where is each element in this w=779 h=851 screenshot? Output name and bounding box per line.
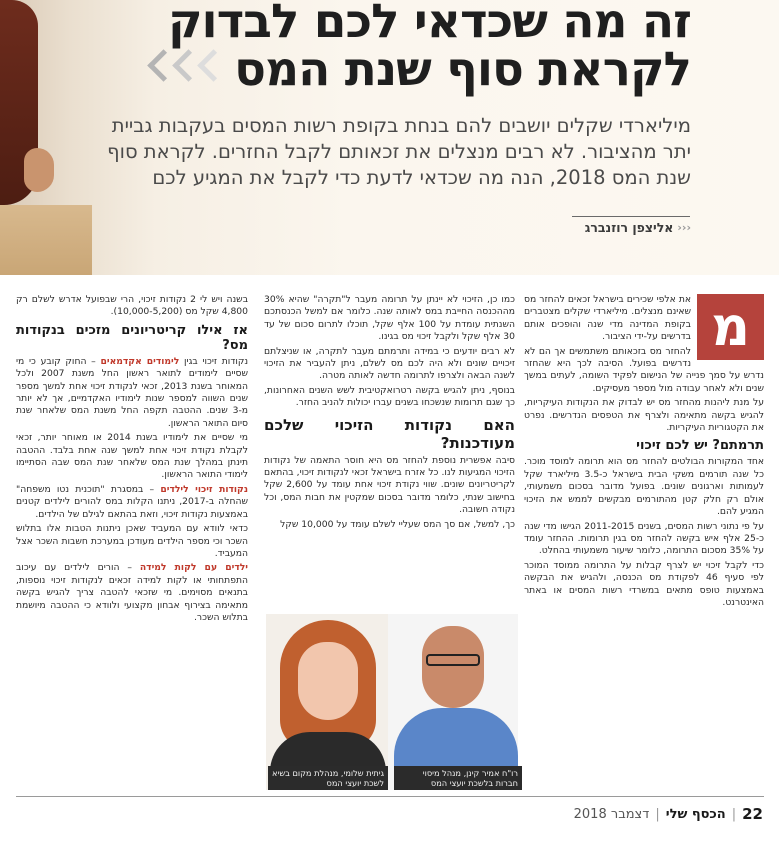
glasses-icon: [426, 654, 480, 666]
keyword: נקודות זיכוי לילדים: [160, 483, 248, 495]
paragraph-body: – החוק קובע כי מי שסיים לימודים לתואר ראשון החל משנת 2007 ולכל המאוחר בשנת 2013, זכאי לנקודת זיכוי אחת למשך מספר שנים השווה למספר שנות לימודיו האקדמיים, אך לא יותר מ-3 שנים. ההטבה תקפה החל משנת המס שלאחר שנת סיום התואר הראשון.: [16, 355, 248, 429]
page-footer: [574, 805, 763, 823]
paragraph: על פי נתוני רשות המסים, בשנים 2011-2015 הגישו מדי שנה כ-25 אלף איש בקשה להחזר מס בגין תרומות. ההחזר עומד על 35% מסכום התרומה, כלומר שיעור משמעותי בהחלט.: [524, 520, 764, 557]
paragraph: כמו כן, הזיכוי לא יינתן על תרומה מעבר ל"תקרה" שהיא 30% מההכנסה החייבת במס לאותה שנה. כלומר אם למשל הכנסתכם השנתית עומדת על 100 אלף שקל, תוכלו לתרום סכום של עד 30 אלף שקל ולקבל זיכוי מס בגינו.: [264, 294, 515, 343]
column-left: [16, 294, 248, 626]
paragraph: [16, 484, 248, 521]
footer-separator: |: [731, 806, 737, 822]
paragraph: אחד המקורות הבולטים להחזר מס הוא תרומה למוסד מוכר. כל שנה תורמים משקי הבית בישראל כ-3.5 מיליארד שקל לעמותות וארגונים שונים. בפועל מדובר בסכום משמעותי, אולם רק חלק קטן מהתורמים מבקשים לממש את הזיכוי המגיע להם.: [524, 456, 764, 518]
portrait-man: [388, 614, 518, 790]
paragraph: לא רבים יודעים כי במידה ותרמתם מעבר לתקרה, או שניצלתם זיכויים שונים ולא היה לכם מס לשלם, ניתן להעביר את הזיכוי לשנה הבאה ולצרפו לתרומה חדשה לאותה מטרה.: [264, 345, 515, 382]
headline-line-1: זה מה שכדאי לכם לבדוק: [167, 0, 691, 49]
header-photo-hand: [24, 148, 54, 192]
paragraph: סיבה אפשרית נוספת להחזר מס היא חוסר התאמה של נקודות הזיכוי המגיעות לנו. כל אזרח בישראל זכאי לנקודות זיכוי, בהתאם לקריטריונים שונים. שווי נקודת זיכוי אחת עומד על 2,600 שקל בחישוב שנתי, כלומר מדובר בסכום שמקטין את חבות המס, וכל נקודה חשובה.: [264, 454, 516, 516]
article-subtitle: מיליארדי שקלים יושבים להם בנחת בקופת רשות המסים בעקבות גביית יתר מהציבור. לא רבים מנצלים את זכאותם לקבל החזרים. לקראת סוף שנת המס 2018, הנה מה שכדאי לדעת כדי לקבל את המגיע לכם: [107, 114, 691, 189]
footer-divider: [16, 796, 764, 797]
headline-line-2: לקראת סוף שנת המס: [234, 42, 691, 97]
paragraph: להחזר מס בזכאותם משתמשים אך הם לא נדרשים בפועל. הסיבה לכך היא שהחזר נדרש על סמך פנייה של הנישום לפקיד השומה, לעתים במשך שנים ולא לאחר עבודה מול מספר מעסיקים.: [524, 345, 764, 394]
column-right: [524, 294, 764, 611]
page-number: 22: [742, 805, 763, 823]
paragraph: מי שסיים את לימודיו בשנת 2014 או מאוחר יותר, זכאי לקבלת נקודת זיכוי אחת למשך שנה אחת בלבד. ההטבה תינתן במהלך שנת המס שלאחר שנת המס שבה הסתיימו לימודי התואר הראשון.: [16, 432, 249, 481]
byline: [585, 220, 691, 235]
paragraph: כך, למשל, אם סך המס שעליי לשלם עומד על 10,000 שקל: [280, 518, 515, 530]
paragraph: [16, 562, 248, 624]
article-header: [0, 0, 779, 275]
column-middle: [264, 294, 515, 533]
magazine-name: הכסף שלי: [665, 806, 726, 822]
paragraph-body: – הורים לילדים עם עיכוב התפתחותי או לקות למידה זכאים לנקודות זיכוי נוספות, בתנאים מסוימים. מי שזכאי להטבה צריך להגיש בקשה מתאימה בצירוף אבחון מקצועי ולוודא כי ההטבה מיושמת בתלוש השכר.: [16, 562, 248, 623]
section-heading: אז אילו קריטריונים מזכים בנקודות מס?: [16, 322, 248, 353]
paragraph-body: – במסגרת "תוכנית נטו משפחה" שהחלה ב-2017, ניתנו הקלות במס להורים לילדים קטנים באמצעות נקודות זיכוי, וזאת בהתאם לגילם של הילדים.: [16, 483, 248, 520]
paragraph: את אלפי שכירים בישראל זכאים להחזר מס שאינם מנצלים. מיליארדי שקלים מצטברים בקופת המדינה מדי שנה והופכים אותם בדרשים על-ידי הציבור.: [524, 294, 691, 343]
paragraph: כדאי לוודא עם המעביד שאכן ניתנות הטבות אלו בתלוש השכר וכי מספר הילדים מעודכן במערכת חשבות השכר אצל המעביד.: [16, 523, 248, 559]
chevron-arrows-icon: [152, 54, 227, 77]
section-heading: האם נקודות הזיכוי שלכם מעודכנות?: [264, 415, 515, 452]
paragraph: [16, 356, 248, 430]
keyword: לימודים אקדמאים: [100, 355, 180, 367]
byline-arrows-icon: ‹‹‹: [677, 221, 691, 234]
photo-caption-woman: גיתית שלומי, מנהלת מקום בשיא לשכת יועצי המס: [268, 766, 388, 790]
drop-cap-badge: מ: [697, 294, 764, 360]
portrait-photos: [266, 614, 518, 790]
keyword: ילדים עם לקות למידה: [139, 562, 249, 574]
paragraph: כדי לקבל זיכוי יש לצרף קבלות על התרומה ממוסד המוכר לפי סעיף 46 לפקודת מס הכנסה, ולהגיש את הבקשה באמצעות טופס מתאים במשרדי רשות המסים או באתר האינטרנט.: [524, 559, 764, 608]
author-name: אליצפן רוזנברג: [584, 220, 674, 235]
portrait-woman: [266, 614, 388, 790]
paragraph: בנוסף, ניתן להגיש בקשה רטרואקטיבית לשש השנים האחרונות, כך שגם תרומות שנשכחו בשנים עברו יכולות להניב החזר.: [264, 384, 515, 409]
issue-date: דצמבר 2018: [573, 806, 650, 822]
header-photo-table: [0, 205, 92, 275]
photo-caption-man: רו"ח אמיר קינן, מנהל מיסוי חברות בלשכת יועצי המס: [394, 766, 522, 790]
section-heading: תרמתם? יש לכם זיכוי: [636, 438, 764, 454]
footer-separator: |: [655, 806, 660, 822]
paragraph: בשנה ויש לי 2 נקודות זיכוי, הרי שבפועל אדרש לשלם רק 4,800 שקל מס (10,000-5,200).: [16, 294, 249, 318]
paragraph-prefix: נקודות זיכוי בגין: [184, 355, 249, 367]
byline-divider: [572, 216, 690, 217]
paragraph: על מנת ליהנות מהחזר מס יש לבדוק את הנקודות העיקריות, להגיש בקשה מתאימה ולצרף את הטפסים הנדרשים. נפרט את הקטגוריות העיקריות.: [524, 397, 764, 434]
